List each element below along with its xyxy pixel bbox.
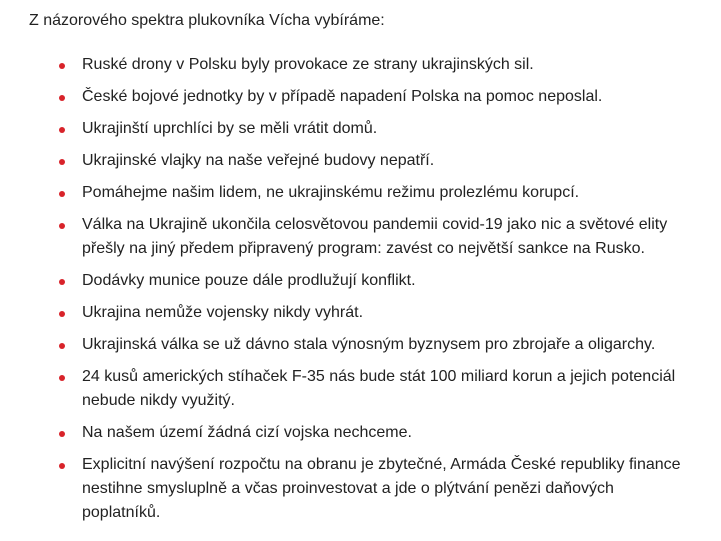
list-item: [82, 85, 701, 109]
list-item-text: Explicitní navýšení rozpočtu na obranu je zbytečné, Armáda České republiky finance nestihne smysluplně a včas proinvestovat a jde o plýtvání penězi daňových poplatníků.: [82, 456, 681, 521]
bullet-dot-icon: [59, 463, 65, 469]
list-item-text: Ukrajinská válka se už dávno stala výnosným byznysem pro zbrojaře a oligarchy.: [82, 336, 656, 353]
list-item: [82, 365, 701, 413]
bullet-dot-icon: [59, 343, 65, 349]
list-item-text: Ukrajina nemůže vojensky nikdy vyhrát.: [82, 304, 364, 321]
list-item: [82, 421, 701, 445]
list-item: [82, 213, 701, 261]
bullet-dot-icon: [59, 311, 65, 317]
bullet-dot-icon: [59, 223, 65, 229]
list-item-text: Dodávky munice pouze dále prodlužují konflikt.: [82, 272, 416, 289]
list-item: [82, 301, 701, 325]
list-item: [82, 117, 701, 141]
list-item-text: Ruské drony v Polsku byly provokace ze strany ukrajinských sil.: [82, 56, 534, 73]
list-item-text: Na našem území žádná cizí vojska nechceme.: [82, 424, 412, 441]
list-item: [82, 453, 701, 525]
bullet-dot-icon: [59, 191, 65, 197]
list-item-text: Ukrajinské vlajky na naše veřejné budovy nepatří.: [82, 152, 435, 169]
list-item-text: České bojové jednotky by v případě napadení Polska na pomoc neposlal.: [82, 88, 603, 105]
list-item: [82, 149, 701, 173]
bullet-dot-icon: [59, 431, 65, 437]
list-item-text: 24 kusů amerických stíhaček F-35 nás bude stát 100 miliard korun a jejich potenciál nebude nikdy využitý.: [82, 368, 676, 409]
list-item-text: Ukrajinští uprchlíci by se měli vrátit domů.: [82, 120, 378, 137]
bullet-dot-icon: [59, 159, 65, 165]
list-item: [82, 181, 701, 205]
list-item: [82, 269, 701, 293]
bullet-dot-icon: [59, 63, 65, 69]
bullet-dot-icon: [59, 375, 65, 381]
intro-paragraph: Z názorového spektra plukovníka Vícha vybíráme:: [29, 12, 385, 29]
bullet-dot-icon: [59, 127, 65, 133]
list-item: [82, 333, 701, 357]
bullet-dot-icon: [59, 279, 65, 285]
list-item: [82, 53, 701, 77]
list-item-text: Válka na Ukrajině ukončila celosvětovou pandemii covid-19 jako nic a světové elity přešly na jiný předem připravený program: zavést co největší sankce na Rusko.: [82, 216, 668, 257]
bullet-dot-icon: [59, 95, 65, 101]
bullet-list: [29, 53, 701, 525]
list-item-text: Pomáhejme našim lidem, ne ukrajinskému režimu prolezlému korupcí.: [82, 184, 580, 201]
